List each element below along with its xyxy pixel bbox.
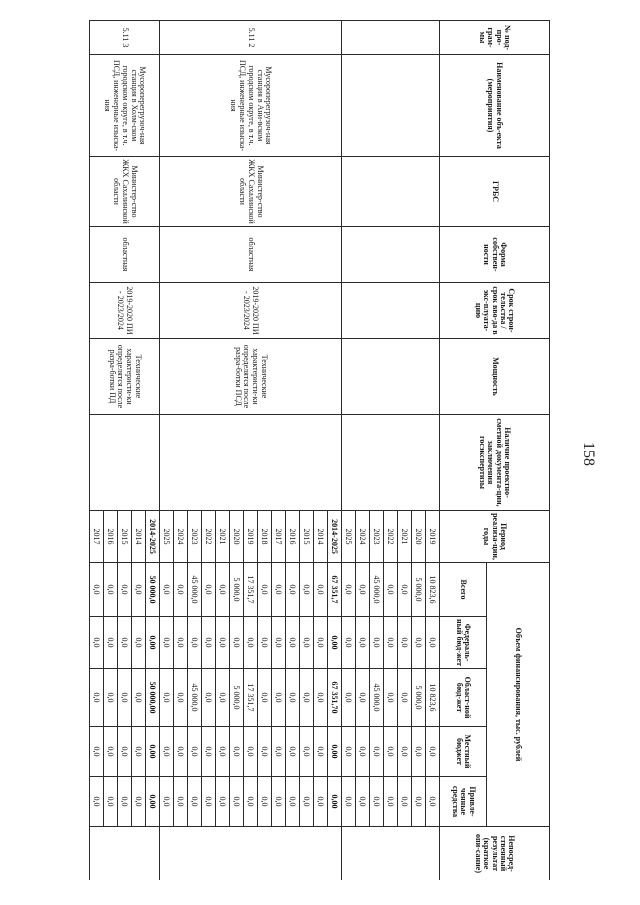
cell-local: 0,0 [202, 727, 216, 777]
cell-local: 0,0 [314, 727, 328, 777]
cell-federal: 0,0 [230, 617, 244, 669]
cell-regional: 17 351,7 [244, 669, 258, 727]
cell-period: 2021 [216, 511, 230, 563]
header-result: Непосред-ственный результат (краткое опи-сание) [440, 827, 550, 881]
cell-total: 17 351,7 [244, 563, 258, 617]
header-capacity: Мощность [440, 339, 550, 415]
cell-local: 0,0 [132, 727, 146, 777]
cell-total: 0,0 [174, 563, 188, 617]
cell-federal: 0,0 [300, 617, 314, 669]
cell-regional: 0,0 [272, 669, 286, 727]
cell-federal: 0,0 [244, 617, 258, 669]
cell-period: 2014 [132, 511, 146, 563]
cell-regional: 67 351,70 [328, 669, 342, 727]
cell-total: 0,0 [216, 563, 230, 617]
cell-local: 0,0 [104, 727, 118, 777]
cell-regional: 0,0 [342, 669, 356, 727]
cell-federal: 0,0 [216, 617, 230, 669]
cell-num: 5.11 3 [90, 21, 160, 55]
cell-local: 0,0 [370, 727, 384, 777]
cell-private: 0,0 [188, 777, 202, 827]
cell-federal: 0,0 [174, 617, 188, 669]
cell-period: 2025 [160, 511, 174, 563]
cell-private: 0,0 [202, 777, 216, 827]
cell-private: 0,0 [244, 777, 258, 827]
cell-total: 0,0 [286, 563, 300, 617]
cell-period: 2023 [370, 511, 384, 563]
cell-total: 0,0 [202, 563, 216, 617]
table-row [146, 21, 160, 881]
financing-table [89, 20, 550, 880]
cell-regional: 0,0 [216, 669, 230, 727]
cell-regional: 0,0 [132, 669, 146, 727]
cell-regional: 0,0 [118, 669, 132, 727]
cell-private: 0,0 [90, 777, 104, 827]
cell-local: 0,0 [356, 727, 370, 777]
cell-period: 2017 [90, 511, 104, 563]
cell-period: 2016 [286, 511, 300, 563]
cell-private: 0,0 [356, 777, 370, 827]
cell-local: 0,0 [426, 727, 440, 777]
cell-period: 2015 [300, 511, 314, 563]
cell-total: 10 823,6 [426, 563, 440, 617]
cell-local: 0,0 [258, 727, 272, 777]
cell-federal: 0,0 [370, 617, 384, 669]
header-local: Местный бюджет [440, 727, 487, 777]
cell-object-name: Мусороперегрузоч-ная станция в Ани-вском городском округе, в т.ч. ПСД, инженерные изыска-ния [160, 55, 342, 157]
cell-federal: 0,0 [90, 617, 104, 669]
header-regional: Област-ной бюд-жет [440, 669, 487, 727]
header-num: № под-про-грам-мы [440, 21, 550, 55]
cell-total: 0,0 [132, 563, 146, 617]
cell-total: 0,0 [258, 563, 272, 617]
header-ownership: Форма собствен-ности [440, 227, 550, 283]
cell-regional: 45 000,0 [370, 669, 384, 727]
cell-total: 0,0 [272, 563, 286, 617]
cell-private: 0,00 [328, 777, 342, 827]
cell-federal: 0,0 [384, 617, 398, 669]
cell-total: 0,0 [398, 563, 412, 617]
cell-local: 0,0 [118, 727, 132, 777]
cell-design-docs [160, 415, 342, 511]
cell-total: 0,0 [314, 563, 328, 617]
header-design-docs: Наличие проектно-сметной документа-ции, заключения госэкспертизы [440, 415, 550, 511]
header-private: Привле-ченные средства [440, 777, 487, 827]
cell-private: 0,0 [258, 777, 272, 827]
cell-period: 2014-2025 [328, 511, 342, 563]
cell-regional: 0,0 [398, 669, 412, 727]
cell-federal: 0,0 [426, 617, 440, 669]
cell-local: 0,0 [90, 727, 104, 777]
cell-period: 2020 [230, 511, 244, 563]
cell-regional: 0,0 [384, 669, 398, 727]
cell-private: 0,0 [412, 777, 426, 827]
cell-period: 2024 [356, 511, 370, 563]
table-body [90, 21, 440, 881]
cell-regional: 0,0 [300, 669, 314, 727]
cell-term: 2019-2020 ПИ - 2023/2024 [90, 283, 160, 339]
cell-period: 2020 [412, 511, 426, 563]
cell-period: 2025 [342, 511, 356, 563]
cell-local: 0,0 [342, 727, 356, 777]
cell-total: 5 000,0 [412, 563, 426, 617]
cell-term: 2019-2020 ПИ - 2023/2024 [160, 283, 342, 339]
cell-private: 0,0 [342, 777, 356, 827]
cell-total: 67 351,7 [328, 563, 342, 617]
cell-local: 0,0 [286, 727, 300, 777]
cell-federal: 0,0 [314, 617, 328, 669]
cell-period: 2022 [202, 511, 216, 563]
cell-result [90, 827, 160, 881]
cell-regional: 10 823,6 [426, 669, 440, 727]
cell-private: 0,00 [146, 777, 160, 827]
cell-period: 2016 [104, 511, 118, 563]
cell-local: 0,0 [412, 727, 426, 777]
rotated-table-content [30, 20, 550, 880]
cell-grbs [342, 157, 440, 227]
cell-period: 2019 [244, 511, 258, 563]
cell-private: 0,0 [286, 777, 300, 827]
header-name: Наименование объ-екта (мероприятия) [440, 55, 550, 157]
cell-private: 0,0 [398, 777, 412, 827]
cell-total: 0,0 [356, 563, 370, 617]
cell-federal: 0,0 [412, 617, 426, 669]
cell-period: 2023 [188, 511, 202, 563]
cell-federal: 0,0 [188, 617, 202, 669]
cell-capacity: Технические характеристи-ки определятся после разра-ботки ПСД [160, 339, 342, 415]
cell-total: 0,0 [90, 563, 104, 617]
cell-federal: 0,0 [356, 617, 370, 669]
cell-local: 0,00 [328, 727, 342, 777]
cell-local: 0,0 [160, 727, 174, 777]
cell-result [342, 827, 440, 881]
cell-ownership: областная [160, 227, 342, 283]
cell-regional: 0,0 [104, 669, 118, 727]
page-number: 158 [580, 442, 597, 466]
cell-object-name [342, 55, 440, 157]
cell-total: 5 000,0 [230, 563, 244, 617]
cell-total: 0,0 [104, 563, 118, 617]
cell-federal: 0,00 [328, 617, 342, 669]
cell-local: 0,0 [384, 727, 398, 777]
cell-local: 0,0 [188, 727, 202, 777]
table-row [426, 21, 440, 881]
cell-period: 2021 [398, 511, 412, 563]
cell-design-docs [90, 415, 160, 511]
cell-local: 0,0 [174, 727, 188, 777]
cell-federal: 0,0 [258, 617, 272, 669]
cell-regional: 5 000,0 [412, 669, 426, 727]
cell-period: 2022 [384, 511, 398, 563]
cell-federal: 0,0 [202, 617, 216, 669]
cell-federal: 0,0 [286, 617, 300, 669]
cell-num: 5.11 2 [160, 21, 342, 55]
cell-local: 0,0 [216, 727, 230, 777]
cell-federal: 0,0 [104, 617, 118, 669]
cell-regional: 5 000,0 [230, 669, 244, 727]
cell-federal: 0,0 [118, 617, 132, 669]
cell-regional: 0,0 [314, 669, 328, 727]
cell-period: 2018 [258, 511, 272, 563]
cell-result [160, 827, 342, 881]
cell-object-name: Мусороперегрузоч-ная станция в Холм-ском городском округе, в т.ч. ПСД, инженерные изыска-ния [90, 55, 160, 157]
cell-private: 0,0 [300, 777, 314, 827]
cell-private: 0,0 [118, 777, 132, 827]
cell-period: 2017 [272, 511, 286, 563]
cell-term [342, 283, 440, 339]
header-total: Всего [440, 563, 487, 617]
cell-total: 45 000,0 [188, 563, 202, 617]
cell-total: 0,0 [118, 563, 132, 617]
cell-total: 45 000,0 [370, 563, 384, 617]
cell-design-docs [342, 415, 440, 511]
cell-regional: 50 000,00 [146, 669, 160, 727]
cell-local: 0,0 [272, 727, 286, 777]
cell-federal: 0,0 [398, 617, 412, 669]
cell-federal: 0,0 [160, 617, 174, 669]
cell-regional: 0,0 [90, 669, 104, 727]
cell-ownership [342, 227, 440, 283]
cell-private: 0,0 [426, 777, 440, 827]
cell-total: 0,0 [160, 563, 174, 617]
cell-total: 50 000,0 [146, 563, 160, 617]
cell-regional: 0,0 [356, 669, 370, 727]
cell-local: 0,0 [244, 727, 258, 777]
cell-federal: 0,0 [342, 617, 356, 669]
cell-regional: 0,0 [258, 669, 272, 727]
cell-local: 0,0 [398, 727, 412, 777]
header-federal: Федераль-ный бюд-жет [440, 617, 487, 669]
cell-period: 2015 [118, 511, 132, 563]
cell-private: 0,0 [132, 777, 146, 827]
cell-period: 2019 [426, 511, 440, 563]
cell-private: 0,0 [272, 777, 286, 827]
cell-private: 0,0 [384, 777, 398, 827]
cell-private: 0,0 [314, 777, 328, 827]
header-term: Срок строи-тельства / срок вво-да в экс-плуата-цию [440, 283, 550, 339]
cell-private: 0,0 [230, 777, 244, 827]
cell-grbs: Министер-ство ЖКХ Сахалинской области [90, 157, 160, 227]
cell-total: 0,0 [342, 563, 356, 617]
cell-local: 0,0 [300, 727, 314, 777]
cell-total: 0,0 [300, 563, 314, 617]
cell-local: 0,0 [230, 727, 244, 777]
cell-regional: 45 000,0 [188, 669, 202, 727]
header-funding-group: Объем финансирования, тыс. рублей [487, 563, 550, 827]
cell-private: 0,0 [104, 777, 118, 827]
table-row [328, 21, 342, 881]
cell-federal: 0,00 [146, 617, 160, 669]
cell-private: 0,0 [160, 777, 174, 827]
cell-total: 0,0 [384, 563, 398, 617]
header-row-top [487, 21, 550, 881]
cell-period: 2024 [174, 511, 188, 563]
cell-regional: 0,0 [202, 669, 216, 727]
cell-private: 0,0 [216, 777, 230, 827]
header-period: Период реализа-ции, годы [440, 511, 550, 563]
cell-grbs: Министер-ство ЖКХ Сахалинской области [160, 157, 342, 227]
cell-capacity [342, 339, 440, 415]
cell-federal: 0,0 [132, 617, 146, 669]
cell-local: 0,00 [146, 727, 160, 777]
cell-num [342, 21, 440, 55]
cell-regional: 0,0 [160, 669, 174, 727]
cell-period: 2014 [314, 511, 328, 563]
header-grbs: ГРБС [440, 157, 550, 227]
cell-ownership: областная [90, 227, 160, 283]
cell-regional: 0,0 [174, 669, 188, 727]
rotated-table-frame [30, 20, 550, 880]
cell-capacity: Технические характеристи-ки определятся после разра-ботки ПД [90, 339, 160, 415]
cell-federal: 0,0 [272, 617, 286, 669]
cell-private: 0,0 [174, 777, 188, 827]
cell-private: 0,0 [370, 777, 384, 827]
cell-regional: 0,0 [286, 669, 300, 727]
cell-period: 2014-2025 [146, 511, 160, 563]
